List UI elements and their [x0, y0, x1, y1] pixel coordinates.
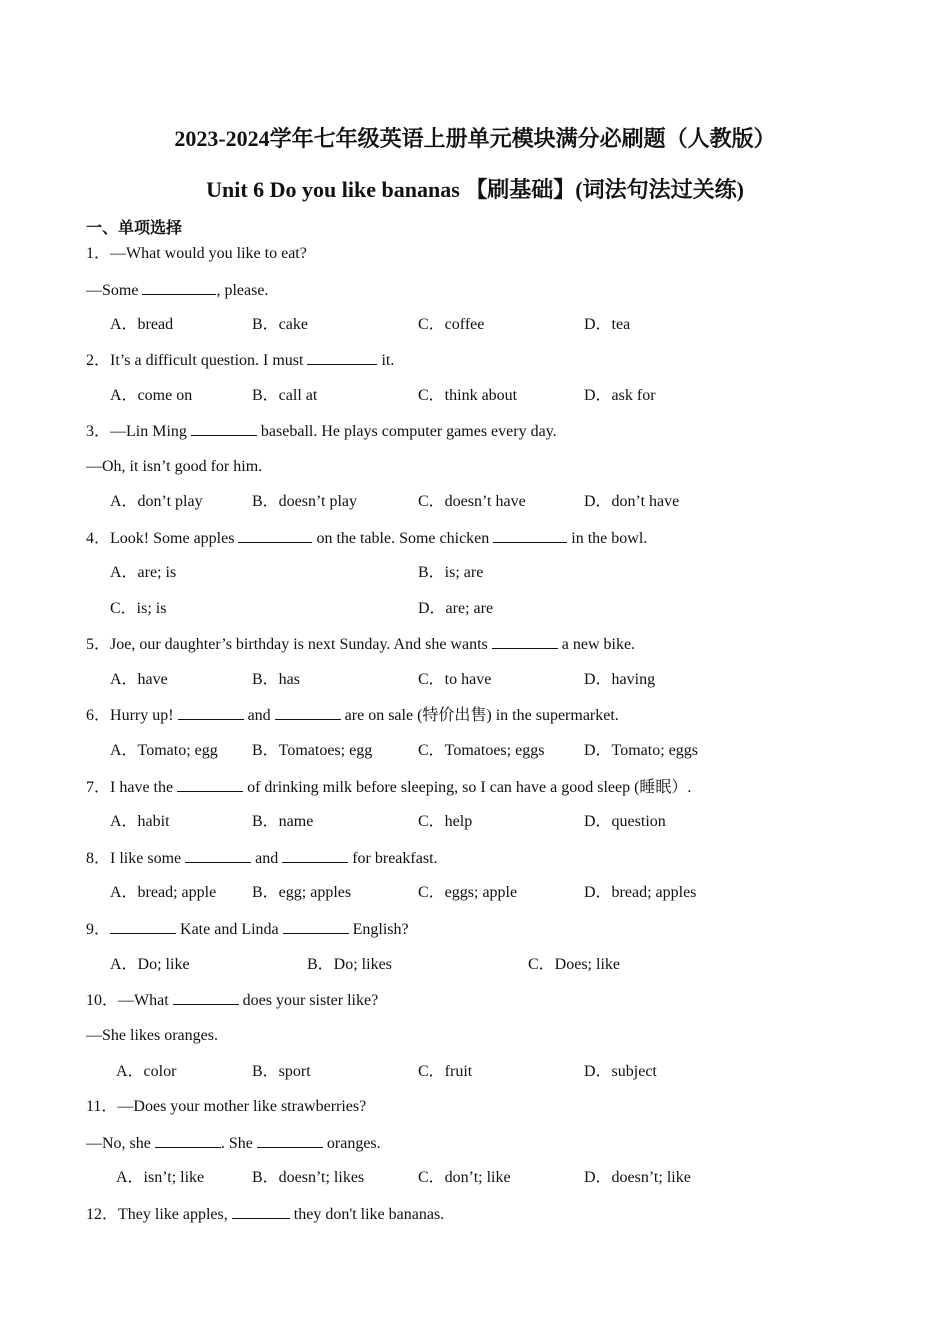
question-text: baseball. He plays computer games every day. [256, 423, 557, 440]
question-9 [86, 918, 409, 941]
question-text: Hurry up! [110, 707, 178, 724]
answer-blank [185, 847, 251, 863]
question-text: of drinking milk before sleeping, so I can have a good sleep (睡眠）. [243, 779, 692, 796]
question-text: . She [220, 1135, 257, 1152]
option-d: D．are; are [418, 600, 494, 617]
option-c: C．Tomatoes; eggs [418, 742, 545, 759]
question-text: a new bike. [557, 636, 636, 653]
question-number: 8． [86, 850, 111, 867]
document-title: 2023-2024学年七年级英语上册单元模块满分必刷题（人教版） [174, 126, 776, 151]
answer-blank [191, 420, 257, 436]
option-d: D．ask for [584, 387, 656, 404]
question-3-line-2: —Oh, it isn’t good for him. [86, 458, 263, 475]
answer-blank [177, 776, 243, 792]
question-text: Joe, our daughter’s birthday is next Sunday. And she wants [110, 636, 492, 653]
question-11-line-2 [86, 1132, 381, 1155]
option-a: A．come on [110, 387, 193, 404]
question-number: 7． [86, 779, 111, 796]
option-d: D．doesn’t; like [584, 1169, 691, 1186]
option-c: C．don’t; like [418, 1169, 511, 1186]
option-c: C．help [418, 813, 473, 830]
answer-blank [238, 527, 312, 543]
option-c: C．doesn’t have [418, 493, 526, 510]
option-b: B．sport [252, 1063, 311, 1080]
question-number: 11． [86, 1098, 118, 1115]
option-a: A．Do; like [110, 956, 190, 973]
question-2 [86, 349, 394, 372]
question-6 [86, 704, 619, 727]
question-text: —What [118, 992, 173, 1009]
question-number: 9． [86, 921, 111, 938]
option-c: C．fruit [418, 1063, 473, 1080]
question-text: —Some [86, 282, 143, 299]
answer-blank [178, 704, 244, 720]
question-text: and [243, 707, 275, 724]
question-number: 1． [86, 245, 111, 262]
question-text: I have the [110, 779, 178, 796]
question-1-line-2 [86, 279, 268, 302]
option-a: A．habit [110, 813, 170, 830]
question-12 [86, 1203, 444, 1226]
option-b: B．Do; likes [307, 956, 392, 973]
question-number: 4． [86, 530, 111, 547]
answer-blank [232, 1203, 290, 1219]
question-number: 5． [86, 636, 111, 653]
question-text: Kate and Linda [176, 921, 283, 938]
question-text: does your sister like? [238, 992, 379, 1009]
option-a: A．have [110, 671, 168, 688]
option-b: B．is; are [418, 564, 484, 581]
option-d: D．subject [584, 1063, 657, 1080]
section-heading: 一、单项选择 [86, 220, 183, 237]
question-5 [86, 633, 635, 656]
answer-blank [173, 989, 239, 1005]
option-a: A．bread; apple [110, 884, 217, 901]
question-10-line-2: —She likes oranges. [86, 1027, 218, 1044]
answer-blank [283, 918, 349, 934]
question-text: they don't like bananas. [289, 1206, 445, 1223]
question-text: and [251, 850, 283, 867]
option-c: C．think about [418, 387, 518, 404]
option-b: B．doesn’t play [252, 493, 358, 510]
question-text: in the bowl. [567, 530, 648, 547]
option-c: C．Does; like [528, 956, 620, 973]
question-text: are on sale (特价出售) in the supermarket. [340, 707, 619, 724]
question-7 [86, 776, 691, 799]
question-text: for breakfast. [348, 850, 438, 867]
question-3 [86, 420, 557, 443]
question-4 [86, 527, 647, 550]
answer-blank [492, 633, 558, 649]
answer-blank [110, 918, 176, 934]
option-b: B．call at [252, 387, 318, 404]
question-text: It’s a difficult question. I must [110, 352, 308, 369]
question-text: They like apples, [118, 1206, 232, 1223]
question-10 [86, 989, 378, 1012]
answer-blank [275, 704, 341, 720]
question-11 [86, 1096, 366, 1118]
question-text: —What would you like to eat? [110, 245, 307, 262]
answer-blank [282, 847, 348, 863]
question-text: it. [377, 352, 395, 369]
question-text: Look! Some apples [110, 530, 239, 547]
question-text: —Does your mother like strawberries? [117, 1098, 367, 1115]
option-c: C．coffee [418, 316, 485, 333]
question-text: English? [348, 921, 409, 938]
option-d: D．question [584, 813, 666, 830]
question-text: oranges. [322, 1135, 381, 1152]
answer-blank [257, 1132, 323, 1148]
option-d: D．Tomato; eggs [584, 742, 698, 759]
option-c: C．to have [418, 671, 492, 688]
option-d: D．bread; apples [584, 884, 697, 901]
question-number: 2． [86, 352, 111, 369]
option-b: B．has [252, 671, 301, 688]
question-text: , please. [216, 282, 269, 299]
option-a: A．Tomato; egg [110, 742, 218, 759]
question-1 [86, 243, 307, 265]
question-text: on the table. Some chicken [312, 530, 494, 547]
option-b: B．Tomatoes; egg [252, 742, 373, 759]
option-c: C．eggs; apple [418, 884, 518, 901]
option-c: C．is; is [110, 600, 167, 617]
question-text: —No, she [86, 1135, 155, 1152]
answer-blank [142, 279, 216, 295]
option-d: D．don’t have [584, 493, 680, 510]
question-text: I like some [110, 850, 186, 867]
answer-blank [307, 349, 377, 365]
option-a: A．don’t play [110, 493, 203, 510]
question-number: 12． [86, 1206, 119, 1223]
question-text: —Lin Ming [110, 423, 191, 440]
answer-blank [493, 527, 567, 543]
option-a: A．bread [110, 316, 174, 333]
option-b: B．name [252, 813, 314, 830]
option-b: B．doesn’t; likes [252, 1169, 365, 1186]
question-number: 10． [86, 992, 119, 1009]
question-8 [86, 847, 438, 870]
answer-blank [155, 1132, 221, 1148]
option-d: D．tea [584, 316, 631, 333]
option-b: B．cake [252, 316, 308, 333]
option-a: A．are; is [110, 564, 177, 581]
option-a: A．isn’t; like [116, 1169, 205, 1186]
question-number: 3． [86, 423, 111, 440]
option-a: A．color [116, 1063, 177, 1080]
question-number: 6． [86, 707, 111, 724]
option-b: B．egg; apples [252, 884, 352, 901]
document-subtitle: Unit 6 Do you like bananas 【刷基础】(词法句法过关练) [206, 177, 744, 202]
option-d: D．having [584, 671, 656, 688]
